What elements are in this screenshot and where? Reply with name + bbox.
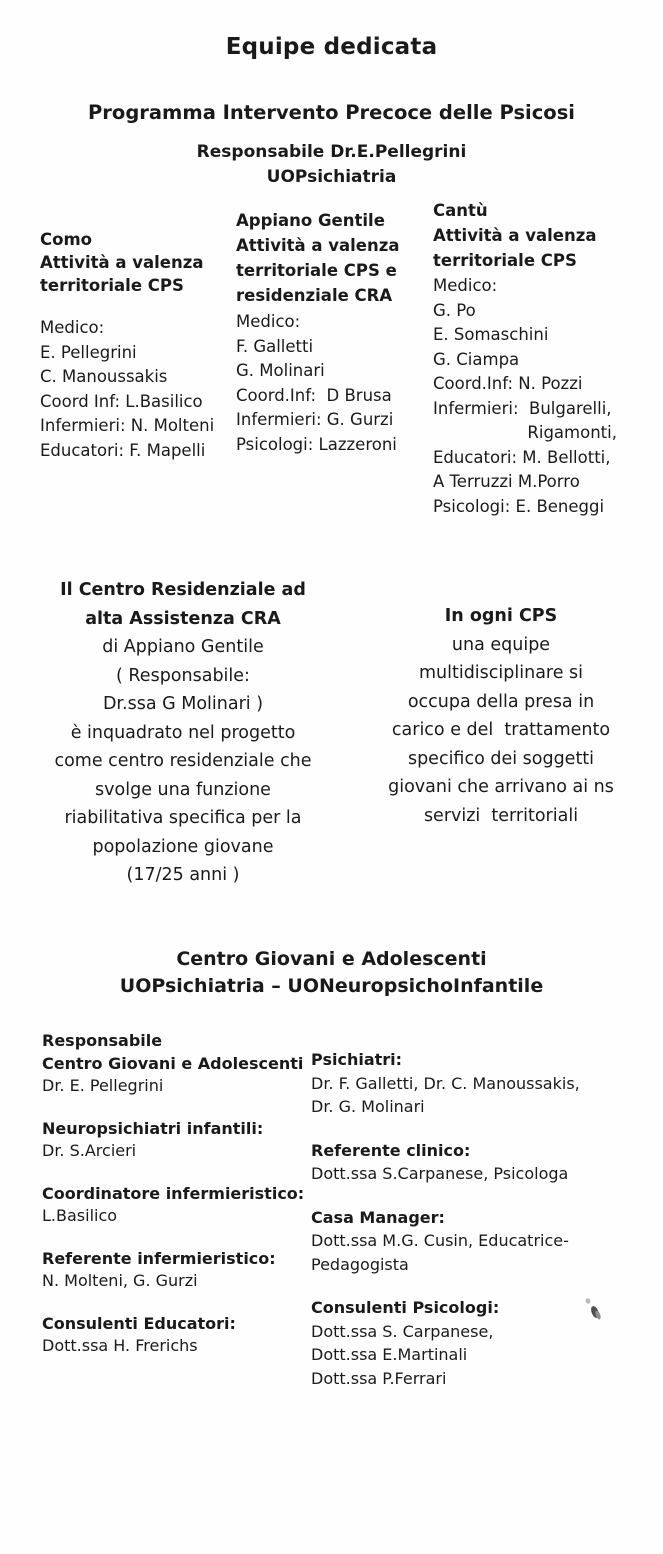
centro-giovani-title (0, 946, 663, 1000)
site-heading-appiano-gentile: Appiano Gentile Attività a valenza territoriale CPS e residenziale CRA (236, 211, 400, 305)
centro-giovani-right-column (311, 1048, 641, 1410)
staff-group: Psichiatri: Dr. F. Galletti, Dr. C. Manoussakis, Dr. G. Molinari (311, 1050, 580, 1116)
staff-group: Consulenti Psicologi: Dott.ssa S. Carpanese, Dott.ssa E.Martinali Dott.ssa P.Ferrari (311, 1298, 500, 1388)
program-responsabile: Responsabile Dr.E.Pellegrini (196, 142, 467, 162)
site-heading-cantu: Cantù Attività a valenza territoriale CPS (433, 201, 597, 270)
staff-group: Casa Manager: Dott.ssa M.G. Cusin, Educatrice- Pedagogista (311, 1207, 569, 1274)
site-entries-appiano-gentile: Medico: F. Galletti G. Molinari Coord.Inf: D Brusa Infermieri: G. Gurzi Psicologi: Lazzeroni (236, 312, 397, 454)
staff-group: Consulenti Educatori: Dott.ssa H. Frerichs (42, 1313, 236, 1355)
site-column-appiano-gentile (236, 208, 432, 457)
site-heading-como: Como Attività a valenza territoriale CPS (40, 230, 204, 295)
site-column-cantu (433, 198, 658, 519)
staff-group: Referente infermieristico: N. Molteni, G. Gurzi (42, 1248, 276, 1290)
centro-giovani-left-column (42, 1030, 317, 1378)
program-title: Programma Intervento Precoce delle Psicosi (88, 101, 575, 124)
centro-giovani-subheading: UOPsichiatria – UONeuropsichoInfantile (119, 975, 544, 997)
program-unit: UOPsichiatria (266, 167, 397, 187)
site-column-como (40, 228, 245, 463)
program-subtitle (0, 140, 663, 190)
site-entries-cantu: Medico: G. Po E. Somaschini G. Ciampa Coord.Inf: N. Pozzi Infermieri: Bulgarelli, Rigamonti, Educatori: M. Bellotti, A Terruzzi M.Porro Psicologi: E. Beneggi (433, 276, 617, 516)
staff-group: Neuropsichiatri infantili: Dr. S.Arcieri (42, 1118, 264, 1160)
page-title: Equipe dedicata (225, 34, 438, 60)
staff-group: Coordinatore infermieristico: L.Basilico (42, 1183, 305, 1225)
site-entries-como: Medico: E. Pellegrini C. Manoussakis Coord Inf: L.Basilico Infermieri: N. Molteni Educatori: F. Mapelli (40, 318, 215, 460)
cra-description-block: Il Centro Residenziale ad alta Assistenza CRA di Appiano Gentile ( Responsabile: Dr.ssa G Molinari ) è inquadrato nel progetto come centro residenziale che svolge una funzione riabilitativa specifica per la popolazione giovane (17/25 anni ) (54, 580, 312, 885)
staff-group: Responsabile Centro Giovani e Adolescenti Dr. E. Pellegrini (42, 1031, 304, 1095)
staff-group: Referente clinico: Dott.ssa S.Carpanese, Psicologa (311, 1140, 569, 1183)
centro-giovani-heading: Centro Giovani e Adolescenti (176, 948, 487, 970)
cps-description-block: In ogni CPS una equipe multidisciplinare si occupa della presa in carico e del trattamento specifico dei soggetti giovani che arrivano ai ns servizi territoriali (388, 606, 614, 826)
